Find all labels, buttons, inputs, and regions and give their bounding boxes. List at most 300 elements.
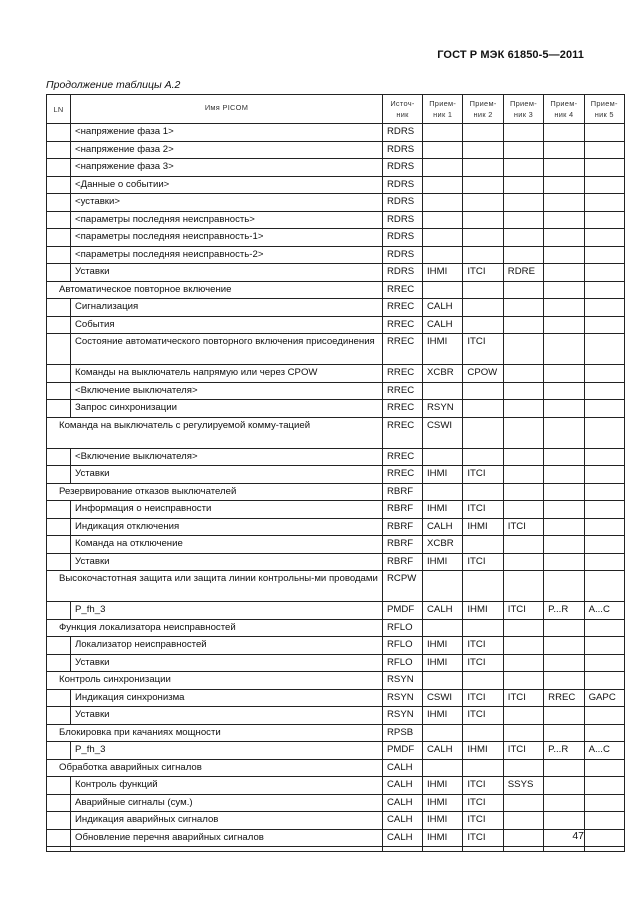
receiver-2-cell <box>463 382 503 400</box>
table-row <box>47 707 625 725</box>
empty-cell <box>423 847 463 852</box>
source-cell: RDRS <box>383 211 423 229</box>
source-cell: RBRF <box>383 501 423 519</box>
receiver-3-cell <box>503 724 543 742</box>
picom-name-cell: Блокировка при качаниях мощности <box>47 724 383 742</box>
picom-name-cell: Уставки <box>71 707 383 725</box>
receiver-3-cell <box>503 536 543 554</box>
ln-cell <box>47 124 71 142</box>
table-row-continuation <box>47 847 625 852</box>
empty-cell <box>383 847 423 852</box>
receiver-5-cell <box>584 466 624 484</box>
receiver-1-cell <box>423 619 463 637</box>
receiver-1-cell: CALH <box>423 299 463 317</box>
table-row <box>47 141 625 159</box>
receiver-5-cell <box>584 672 624 690</box>
receiver-3-cell <box>503 334 543 365</box>
receiver-3-cell <box>503 448 543 466</box>
source-cell: RDRS <box>383 264 423 282</box>
receiver-5-cell <box>584 619 624 637</box>
source-cell: RREC <box>383 365 423 383</box>
receiver-4-cell <box>544 334 584 365</box>
receiver-1-cell: IHMI <box>423 654 463 672</box>
ln-cell <box>47 794 71 812</box>
receiver-4-cell <box>544 672 584 690</box>
receiver-3-cell <box>503 246 543 264</box>
ln-cell <box>47 637 71 655</box>
ln-cell <box>47 194 71 212</box>
ln-cell <box>47 553 71 571</box>
receiver-1-cell <box>423 382 463 400</box>
receiver-3-cell <box>503 501 543 519</box>
picom-name-cell: Запрос синхронизации <box>71 400 383 418</box>
receiver-3-cell <box>503 619 543 637</box>
receiver-1-cell: IHMI <box>423 501 463 519</box>
receiver-5-cell <box>584 176 624 194</box>
receiver-4-cell <box>544 812 584 830</box>
receiver-4-cell <box>544 417 584 448</box>
source-cell: PMDF <box>383 742 423 760</box>
receiver-4-cell <box>544 194 584 212</box>
table-row <box>47 518 625 536</box>
receiver-4-cell <box>544 382 584 400</box>
receiver-3-cell <box>503 759 543 777</box>
receiver-2-cell: IHMI <box>463 742 503 760</box>
table-row <box>47 777 625 795</box>
receiver-5-cell <box>584 417 624 448</box>
receiver-1-cell <box>423 759 463 777</box>
receiver-2-cell: IHMI <box>463 518 503 536</box>
receiver-4-cell <box>544 400 584 418</box>
receiver-5-cell <box>584 553 624 571</box>
receiver-4-cell <box>544 281 584 299</box>
picom-name-cell: <напряжение фаза 1> <box>71 124 383 142</box>
receiver-5-cell <box>584 229 624 247</box>
col-header-receiver-5: Прием- ник 5 <box>584 95 624 124</box>
receiver-4-cell <box>544 365 584 383</box>
table-row <box>47 759 625 777</box>
receiver-3-cell <box>503 124 543 142</box>
receiver-4-cell <box>544 159 584 177</box>
picom-name-cell: Обработка аварийных сигналов <box>47 759 383 777</box>
receiver-3-cell <box>503 299 543 317</box>
source-cell: RREC <box>383 417 423 448</box>
table-row <box>47 417 625 448</box>
col-header-ln: LN <box>47 95 71 124</box>
source-cell: RBRF <box>383 553 423 571</box>
receiver-3-cell <box>503 483 543 501</box>
empty-cell <box>47 847 71 852</box>
receiver-5-cell <box>584 536 624 554</box>
table-row <box>47 742 625 760</box>
receiver-5-cell <box>584 448 624 466</box>
receiver-2-cell: ITCI <box>463 794 503 812</box>
ln-cell <box>47 448 71 466</box>
receiver-5-cell: A...C <box>584 602 624 620</box>
source-cell: RFLO <box>383 619 423 637</box>
receiver-1-cell: CSWI <box>423 689 463 707</box>
table-row <box>47 194 625 212</box>
receiver-5-cell <box>584 759 624 777</box>
receiver-2-cell <box>463 299 503 317</box>
receiver-2-cell: ITCI <box>463 689 503 707</box>
receiver-1-cell: CALH <box>423 316 463 334</box>
picom-name-cell: <Данные о событии> <box>71 176 383 194</box>
receiver-5-cell: A...C <box>584 742 624 760</box>
ln-cell <box>47 334 71 365</box>
source-cell: RREC <box>383 400 423 418</box>
receiver-3-cell <box>503 400 543 418</box>
picom-name-cell: Индикация синхронизма <box>71 689 383 707</box>
picom-name-cell: Резервирование отказов выключателей <box>47 483 383 501</box>
table-caption: Продолжение таблицы А.2 <box>46 79 181 91</box>
ln-cell <box>47 365 71 383</box>
picom-name-cell: Команда на отключение <box>71 536 383 554</box>
receiver-5-cell <box>584 518 624 536</box>
receiver-4-cell <box>544 794 584 812</box>
empty-cell <box>544 847 584 852</box>
receiver-3-cell: ITCI <box>503 518 543 536</box>
receiver-1-cell <box>423 724 463 742</box>
source-cell: RREC <box>383 466 423 484</box>
picom-name-cell: Уставки <box>71 553 383 571</box>
picom-name-cell: Уставки <box>71 654 383 672</box>
receiver-4-cell <box>544 637 584 655</box>
ln-cell <box>47 536 71 554</box>
ln-cell <box>47 211 71 229</box>
table-row <box>47 365 625 383</box>
receiver-3-cell <box>503 654 543 672</box>
table-row <box>47 672 625 690</box>
receiver-3-cell <box>503 637 543 655</box>
picom-name-cell: События <box>71 316 383 334</box>
receiver-1-cell <box>423 194 463 212</box>
ln-cell <box>47 264 71 282</box>
picom-name-cell: Обновление перечня аварийных сигналов <box>71 829 383 847</box>
ln-cell <box>47 707 71 725</box>
receiver-1-cell: IHMI <box>423 812 463 830</box>
ln-cell <box>47 812 71 830</box>
table-row <box>47 229 625 247</box>
table-row <box>47 829 625 847</box>
source-cell: CALH <box>383 759 423 777</box>
picom-name-cell: Аварийные сигналы (сум.) <box>71 794 383 812</box>
picom-name-cell: <Включение выключателя> <box>71 382 383 400</box>
table-row <box>47 483 625 501</box>
receiver-1-cell: IHMI <box>423 334 463 365</box>
ln-cell <box>47 229 71 247</box>
receiver-4-cell: RREC <box>544 689 584 707</box>
receiver-1-cell <box>423 281 463 299</box>
receiver-5-cell <box>584 483 624 501</box>
picom-name-cell: Контроль синхронизации <box>47 672 383 690</box>
receiver-4-cell <box>544 501 584 519</box>
receiver-1-cell <box>423 141 463 159</box>
picom-name-cell: Уставки <box>71 264 383 282</box>
source-cell: RFLO <box>383 637 423 655</box>
ln-cell <box>47 518 71 536</box>
receiver-5-cell <box>584 400 624 418</box>
receiver-2-cell <box>463 124 503 142</box>
receiver-1-cell: IHMI <box>423 707 463 725</box>
source-cell: RREC <box>383 299 423 317</box>
receiver-3-cell <box>503 229 543 247</box>
picom-name-cell: <параметры последняя неисправность> <box>71 211 383 229</box>
table-header-row <box>47 95 625 124</box>
receiver-5-cell <box>584 812 624 830</box>
source-cell: RREC <box>383 448 423 466</box>
source-cell: RDRS <box>383 141 423 159</box>
table-row <box>47 334 625 365</box>
picom-name-cell: Индикация отключения <box>71 518 383 536</box>
receiver-3-cell <box>503 159 543 177</box>
picom-name-cell: Сигнализация <box>71 299 383 317</box>
ln-cell <box>47 689 71 707</box>
receiver-1-cell: IHMI <box>423 466 463 484</box>
ln-cell <box>47 654 71 672</box>
receiver-2-cell: ITCI <box>463 777 503 795</box>
receiver-2-cell <box>463 400 503 418</box>
receiver-5-cell <box>584 159 624 177</box>
receiver-3-cell <box>503 707 543 725</box>
receiver-5-cell <box>584 316 624 334</box>
receiver-4-cell <box>544 553 584 571</box>
table-row <box>47 176 625 194</box>
col-header-receiver-3: Прием- ник 3 <box>503 95 543 124</box>
picom-name-cell: Высокочастотная защита или защита линии контрольны-ми проводами <box>47 571 383 602</box>
receiver-4-cell <box>544 571 584 602</box>
receiver-2-cell <box>463 536 503 554</box>
picom-name-cell: Индикация аварийных сигналов <box>71 812 383 830</box>
receiver-2-cell <box>463 724 503 742</box>
receiver-1-cell: IHMI <box>423 829 463 847</box>
empty-cell <box>463 847 503 852</box>
source-cell: RBRF <box>383 483 423 501</box>
standard-code: ГОСТ Р МЭК 61850-5—2011 <box>437 49 584 61</box>
receiver-4-cell <box>544 316 584 334</box>
table-row <box>47 654 625 672</box>
receiver-2-cell <box>463 417 503 448</box>
receiver-2-cell <box>463 316 503 334</box>
table-row <box>47 246 625 264</box>
table-row <box>47 382 625 400</box>
source-cell: RDRS <box>383 124 423 142</box>
table-row <box>47 602 625 620</box>
receiver-4-cell <box>544 707 584 725</box>
receiver-2-cell <box>463 759 503 777</box>
receiver-4-cell <box>544 777 584 795</box>
receiver-4-cell <box>544 176 584 194</box>
receiver-5-cell <box>584 777 624 795</box>
receiver-2-cell: ITCI <box>463 812 503 830</box>
picom-name-cell: <напряжение фаза 3> <box>71 159 383 177</box>
receiver-2-cell <box>463 281 503 299</box>
receiver-2-cell <box>463 141 503 159</box>
receiver-2-cell <box>463 619 503 637</box>
receiver-1-cell <box>423 571 463 602</box>
receiver-5-cell <box>584 334 624 365</box>
receiver-2-cell <box>463 672 503 690</box>
receiver-4-cell <box>544 518 584 536</box>
col-header-receiver-1: Прием- ник 1 <box>423 95 463 124</box>
receiver-2-cell: ITCI <box>463 829 503 847</box>
table-row <box>47 689 625 707</box>
receiver-5-cell <box>584 382 624 400</box>
receiver-5-cell <box>584 299 624 317</box>
source-cell: RCPW <box>383 571 423 602</box>
receiver-5-cell <box>584 707 624 725</box>
picom-name-cell: <напряжение фаза 2> <box>71 141 383 159</box>
source-cell: RREC <box>383 316 423 334</box>
col-header-receiver-4: Прием- ник 4 <box>544 95 584 124</box>
receiver-4-cell <box>544 299 584 317</box>
ln-cell <box>47 501 71 519</box>
ln-cell <box>47 777 71 795</box>
receiver-2-cell <box>463 176 503 194</box>
picom-name-cell: Информация о неисправности <box>71 501 383 519</box>
receiver-5-cell <box>584 724 624 742</box>
receiver-3-cell <box>503 365 543 383</box>
table-row <box>47 159 625 177</box>
receiver-3-cell: ITCI <box>503 602 543 620</box>
receiver-1-cell <box>423 483 463 501</box>
receiver-1-cell: XCBR <box>423 536 463 554</box>
receiver-1-cell <box>423 229 463 247</box>
receiver-1-cell: IHMI <box>423 637 463 655</box>
receiver-3-cell <box>503 553 543 571</box>
table-row <box>47 536 625 554</box>
picom-name-cell: Команда на выключатель с регулируемой комму-тацией <box>47 417 383 448</box>
receiver-5-cell <box>584 829 624 847</box>
source-cell: RPSB <box>383 724 423 742</box>
receiver-5-cell <box>584 501 624 519</box>
table-row <box>47 553 625 571</box>
table-body <box>47 124 625 852</box>
receiver-2-cell: ITCI <box>463 553 503 571</box>
receiver-4-cell: P...R <box>544 742 584 760</box>
source-cell: RREC <box>383 281 423 299</box>
ln-cell <box>47 742 71 760</box>
picom-name-cell: Состояние автоматического повторного включения присоединения <box>71 334 383 365</box>
receiver-4-cell <box>544 124 584 142</box>
table-row <box>47 211 625 229</box>
receiver-2-cell: ITCI <box>463 466 503 484</box>
table-row <box>47 264 625 282</box>
source-cell: RDRS <box>383 159 423 177</box>
receiver-2-cell: ITCI <box>463 654 503 672</box>
source-cell: RBRF <box>383 536 423 554</box>
picom-name-cell: <параметры последняя неисправность-1> <box>71 229 383 247</box>
source-cell: CALH <box>383 812 423 830</box>
receiver-3-cell: RDRE <box>503 264 543 282</box>
receiver-3-cell <box>503 211 543 229</box>
source-cell: RSYN <box>383 707 423 725</box>
receiver-1-cell: CSWI <box>423 417 463 448</box>
source-cell: RSYN <box>383 672 423 690</box>
ln-cell <box>47 299 71 317</box>
receiver-1-cell: CALH <box>423 742 463 760</box>
receiver-5-cell <box>584 246 624 264</box>
receiver-4-cell <box>544 483 584 501</box>
receiver-2-cell: ITCI <box>463 264 503 282</box>
receiver-2-cell <box>463 571 503 602</box>
receiver-1-cell: CALH <box>423 602 463 620</box>
ln-cell <box>47 829 71 847</box>
col-header-source: Источ- ник <box>383 95 423 124</box>
receiver-2-cell <box>463 229 503 247</box>
picom-name-cell: P_fh_3 <box>71 602 383 620</box>
table-row <box>47 316 625 334</box>
picom-name-cell: Команды на выключатель напрямую или через CPOW <box>71 365 383 383</box>
picom-name-cell: Автоматическое повторное включение <box>47 281 383 299</box>
receiver-1-cell <box>423 124 463 142</box>
source-cell: RDRS <box>383 229 423 247</box>
source-cell: RFLO <box>383 654 423 672</box>
source-cell: RBRF <box>383 518 423 536</box>
receiver-3-cell <box>503 382 543 400</box>
receiver-2-cell: ITCI <box>463 334 503 365</box>
receiver-1-cell: IHMI <box>423 264 463 282</box>
source-cell: RREC <box>383 382 423 400</box>
source-cell: RDRS <box>383 246 423 264</box>
picom-name-cell: Функция локализатора неисправностей <box>47 619 383 637</box>
receiver-1-cell: IHMI <box>423 777 463 795</box>
receiver-5-cell <box>584 141 624 159</box>
receiver-4-cell <box>544 466 584 484</box>
ln-cell <box>47 466 71 484</box>
receiver-3-cell <box>503 176 543 194</box>
source-cell: CALH <box>383 794 423 812</box>
empty-cell <box>503 847 543 852</box>
receiver-1-cell: CALH <box>423 518 463 536</box>
table-row <box>47 281 625 299</box>
receiver-5-cell <box>584 654 624 672</box>
receiver-5-cell <box>584 365 624 383</box>
receiver-5-cell <box>584 194 624 212</box>
receiver-4-cell <box>544 211 584 229</box>
receiver-2-cell: ITCI <box>463 707 503 725</box>
ln-cell <box>47 159 71 177</box>
receiver-1-cell: IHMI <box>423 553 463 571</box>
receiver-5-cell <box>584 211 624 229</box>
picom-name-cell: <уставки> <box>71 194 383 212</box>
picom-name-cell: <параметры последняя неисправность-2> <box>71 246 383 264</box>
receiver-2-cell: IHMI <box>463 602 503 620</box>
receiver-2-cell <box>463 246 503 264</box>
table-row <box>47 812 625 830</box>
receiver-2-cell: CPOW <box>463 365 503 383</box>
table-row <box>47 501 625 519</box>
table-row <box>47 571 625 602</box>
receiver-4-cell <box>544 654 584 672</box>
source-cell: RDRS <box>383 194 423 212</box>
receiver-3-cell <box>503 466 543 484</box>
ln-cell <box>47 382 71 400</box>
ln-cell <box>47 246 71 264</box>
picom-name-cell: P_fh_3 <box>71 742 383 760</box>
table-row <box>47 724 625 742</box>
receiver-5-cell <box>584 264 624 282</box>
receiver-5-cell <box>584 794 624 812</box>
receiver-5-cell <box>584 571 624 602</box>
receiver-4-cell <box>544 264 584 282</box>
receiver-1-cell <box>423 448 463 466</box>
picom-name-cell: Уставки <box>71 466 383 484</box>
source-cell: RREC <box>383 334 423 365</box>
receiver-4-cell <box>544 141 584 159</box>
receiver-4-cell <box>544 724 584 742</box>
page-number: 47 <box>572 830 584 842</box>
